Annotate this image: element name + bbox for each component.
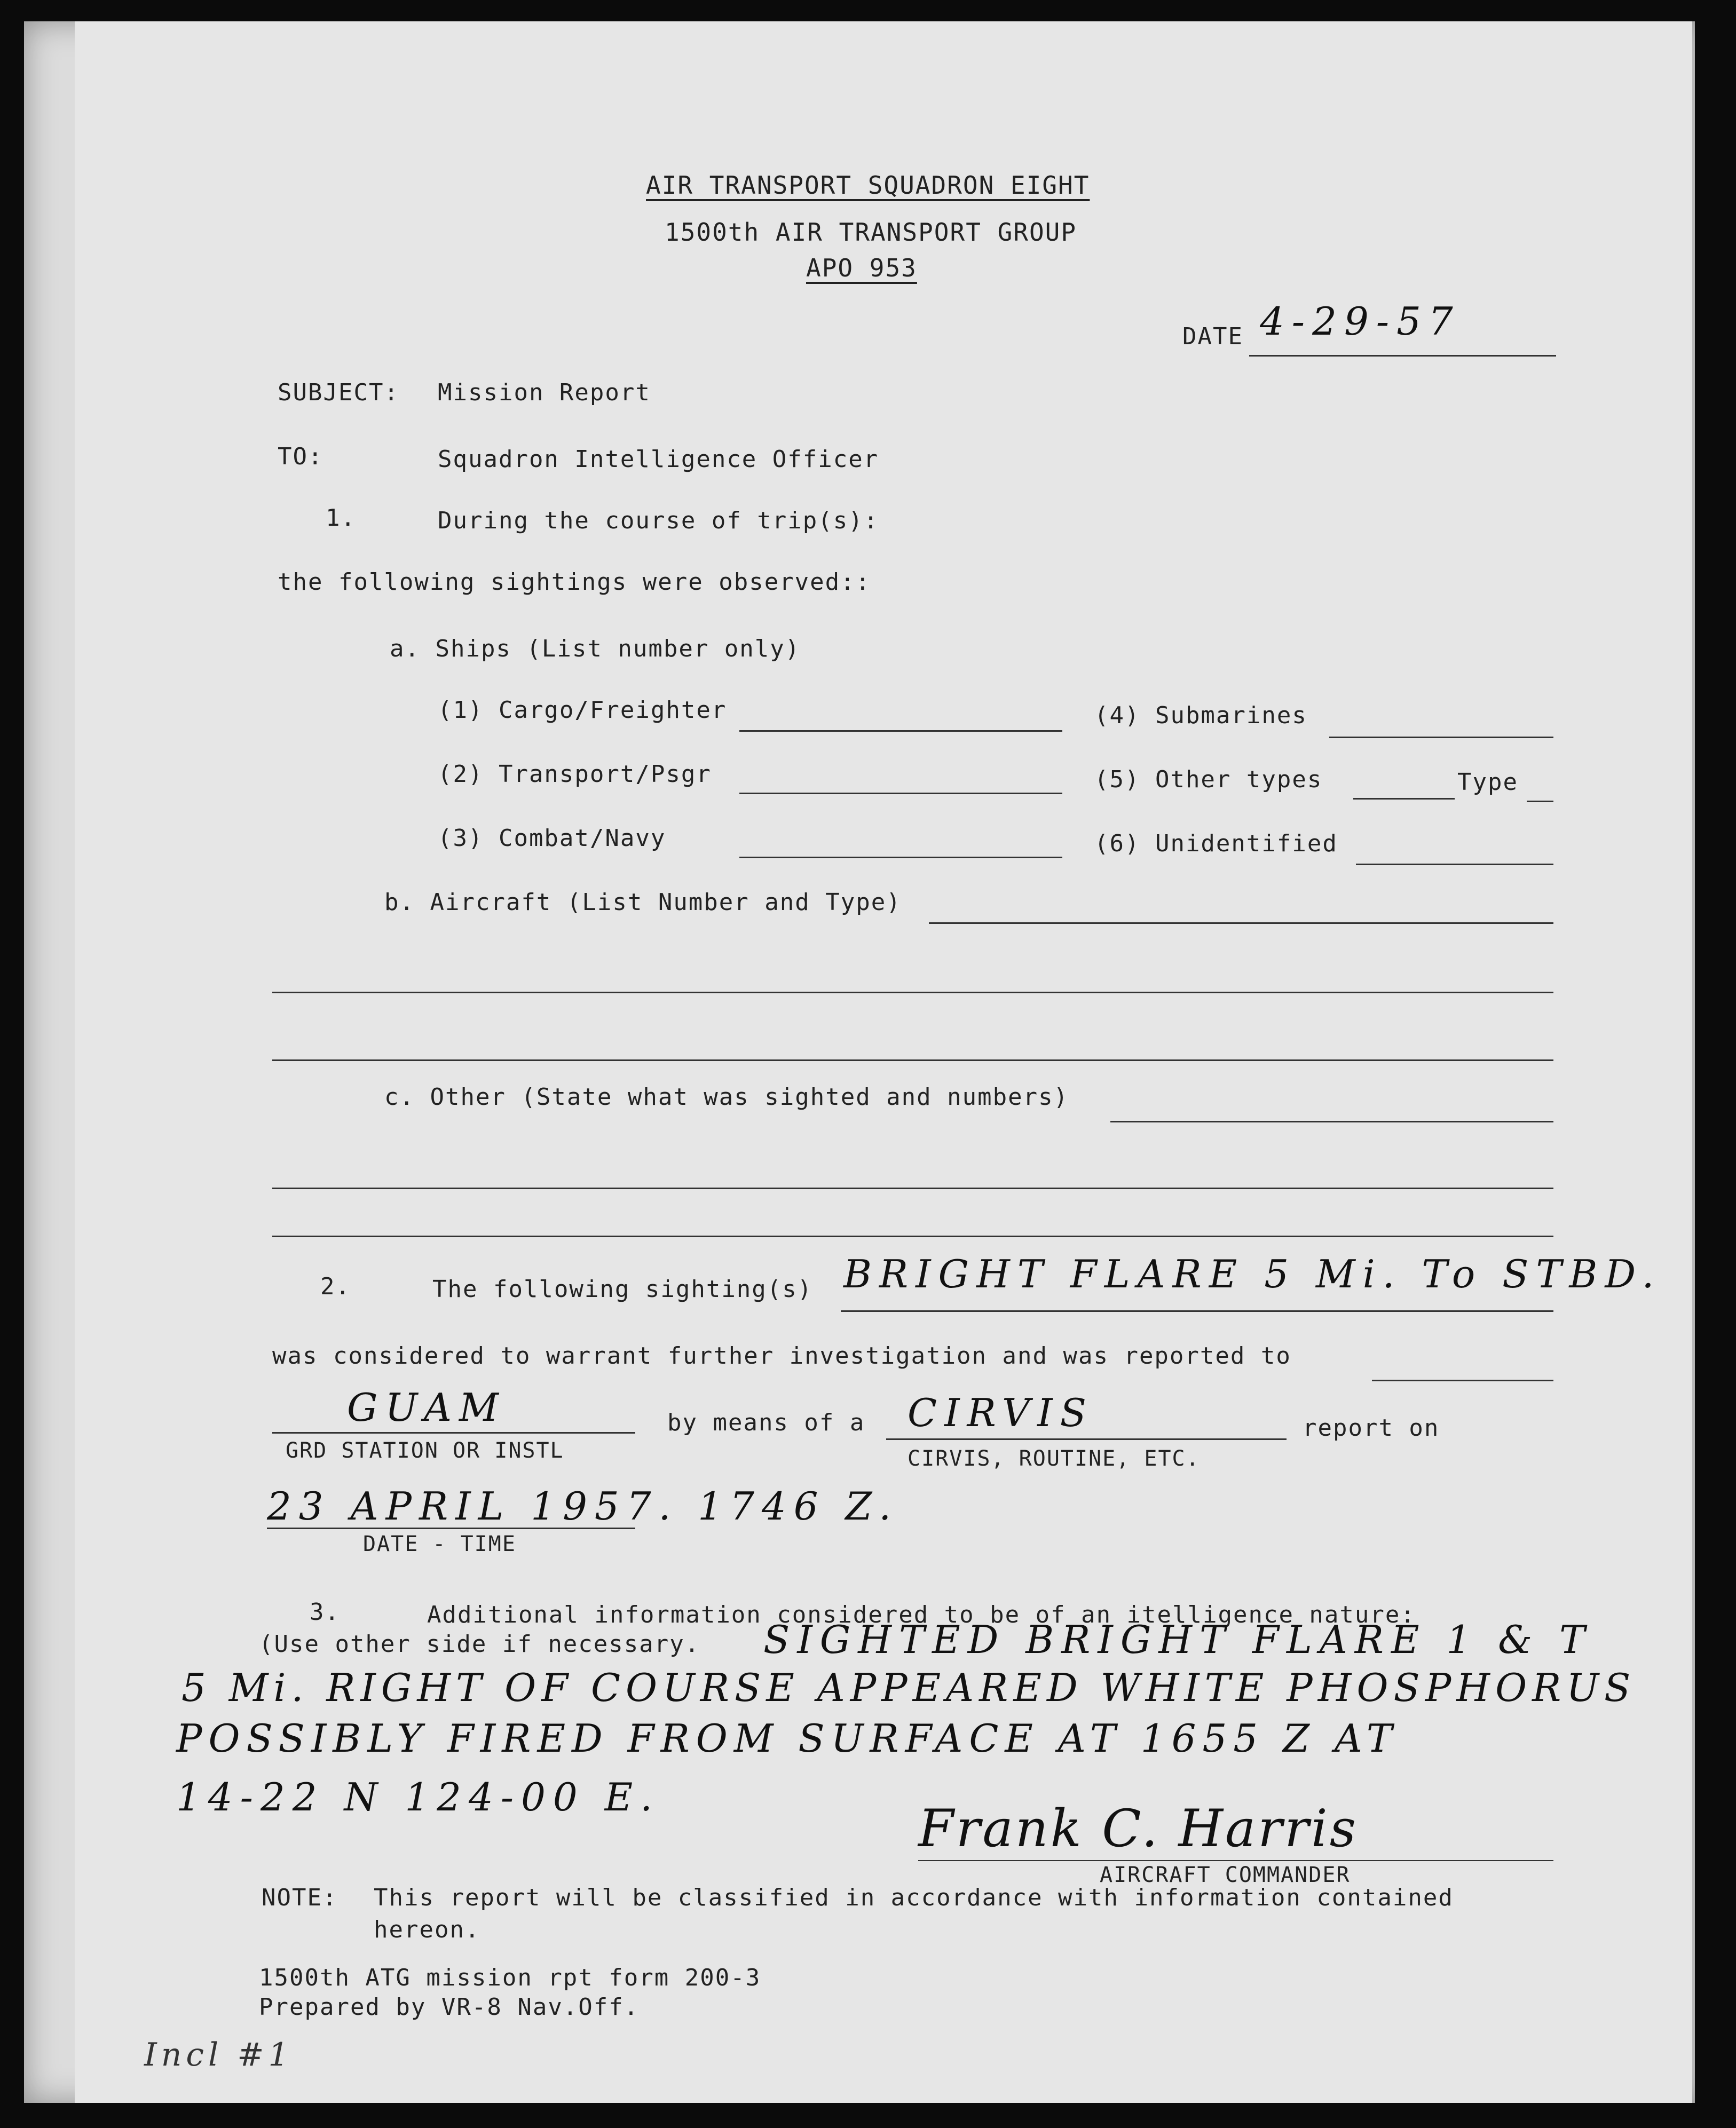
ships-type-rule [1527, 801, 1553, 802]
ships-transport: (2) Transport/Psgr [438, 761, 712, 788]
additional-info-line-1: SIGHTED BRIGHT FLARE 1 & T [763, 1617, 1593, 1662]
by-means-text: by means of a [667, 1409, 865, 1436]
ships-other: (5) Other types [1094, 766, 1323, 793]
date-label: DATE [1182, 323, 1243, 350]
other-rule-3 [272, 1236, 1553, 1237]
ships-cargo: (1) Cargo/Freighter [438, 697, 727, 724]
station-handwritten: GUAM [347, 1385, 506, 1430]
date-value: 4-29-57 [1260, 299, 1461, 344]
enclosure-note: Incl #1 [144, 2036, 293, 2074]
other-rule-2 [272, 1188, 1553, 1189]
subject-value: Mission Report [438, 379, 651, 406]
sighting-handwritten: BRIGHT FLARE 5 Mi. To STBD. [843, 1252, 1662, 1296]
aircraft-rule-1 [929, 922, 1553, 924]
datetime-label: DATE - TIME [363, 1532, 516, 1556]
note-line2: hereon. [374, 1916, 480, 1943]
date-rule [1249, 355, 1556, 357]
other-rule-1 [1110, 1121, 1553, 1122]
ships-combat: (3) Combat/Navy [438, 825, 666, 852]
ships-other-rule [1353, 798, 1455, 800]
datetime-handwritten: 23 APRIL 1957. 1746 Z. [267, 1484, 899, 1529]
means-label: CIRVIS, ROUTINE, ETC. [908, 1446, 1200, 1471]
aircraft-label: b. Aircraft (List Number and Type) [384, 889, 902, 916]
reported-to-rule [1372, 1380, 1553, 1381]
sighting-rule [841, 1310, 1553, 1312]
report-on-text: report on [1303, 1414, 1440, 1442]
section3-number: 3. [310, 1599, 340, 1626]
header-group: 1500th AIR TRANSPORT GROUP [665, 218, 1077, 247]
note-line1: This report will be classified in accordance with information contained [374, 1884, 1454, 1911]
signature-label: AIRCRAFT COMMANDER [1100, 1863, 1351, 1887]
aircraft-rule-2 [272, 992, 1553, 993]
ships-combat-rule [739, 857, 1062, 858]
section1-number: 1. [326, 504, 356, 532]
ships-unidentified: (6) Unidentified [1094, 830, 1338, 857]
ships-cargo-rule [739, 730, 1062, 732]
section3-line1: Additional information considered to be of an itelligence nature: [427, 1601, 1416, 1628]
ships-type-label: Type [1457, 769, 1518, 796]
ships-submarines-rule [1329, 737, 1553, 738]
means-handwritten: CIRVIS [908, 1390, 1094, 1435]
ships-unidentified-rule [1356, 864, 1553, 865]
station-rule [272, 1432, 635, 1434]
section3-line2: (Use other side if necessary. [259, 1631, 700, 1658]
additional-info-line-2: 5 Mi. RIGHT OF COURSE APPEARED WHITE PHOSPHORUS [182, 1665, 1636, 1710]
header-squadron: AIR TRANSPORT SQUADRON EIGHT [646, 171, 1090, 200]
to-value: Squadron Intelligence Officer [438, 446, 879, 473]
section1-intro: During the course of trip(s): [438, 507, 879, 534]
datetime-rule [267, 1528, 635, 1529]
commander-signature: Frank C. Harris [918, 1799, 1359, 1858]
section2-line2: was considered to warrant further investigation and was reported to [272, 1342, 1291, 1370]
section2-number: 2. [320, 1273, 351, 1300]
note-label: NOTE: [262, 1884, 338, 1911]
subject-label: SUBJECT: [278, 379, 399, 406]
aircraft-rule-3 [272, 1059, 1553, 1061]
additional-info-line-3: POSSIBLY FIRED FROM SURFACE AT 1655 Z AT [176, 1716, 1399, 1761]
station-label: GRD STATION OR INSTL [286, 1438, 564, 1463]
ships-heading: a. Ships (List number only) [390, 635, 801, 662]
footer-form: 1500th ATG mission rpt form 200-3 [259, 1964, 761, 1991]
additional-info-line-4: 14-22 N 124-00 E. [176, 1775, 660, 1820]
header-apo: APO 953 [806, 254, 917, 282]
to-label: TO: [278, 443, 323, 470]
section1-intro2: the following sightings were observed:: [278, 568, 871, 596]
means-rule [886, 1438, 1287, 1440]
section2-line1: The following sighting(s) [432, 1276, 813, 1303]
footer-prepared: Prepared by VR-8 Nav.Off. [259, 1993, 640, 2021]
ships-transport-rule [739, 793, 1062, 794]
ships-submarines: (4) Submarines [1094, 702, 1307, 729]
signature-rule [918, 1860, 1553, 1861]
other-label: c. Other (State what was sighted and numbers) [384, 1083, 1069, 1111]
